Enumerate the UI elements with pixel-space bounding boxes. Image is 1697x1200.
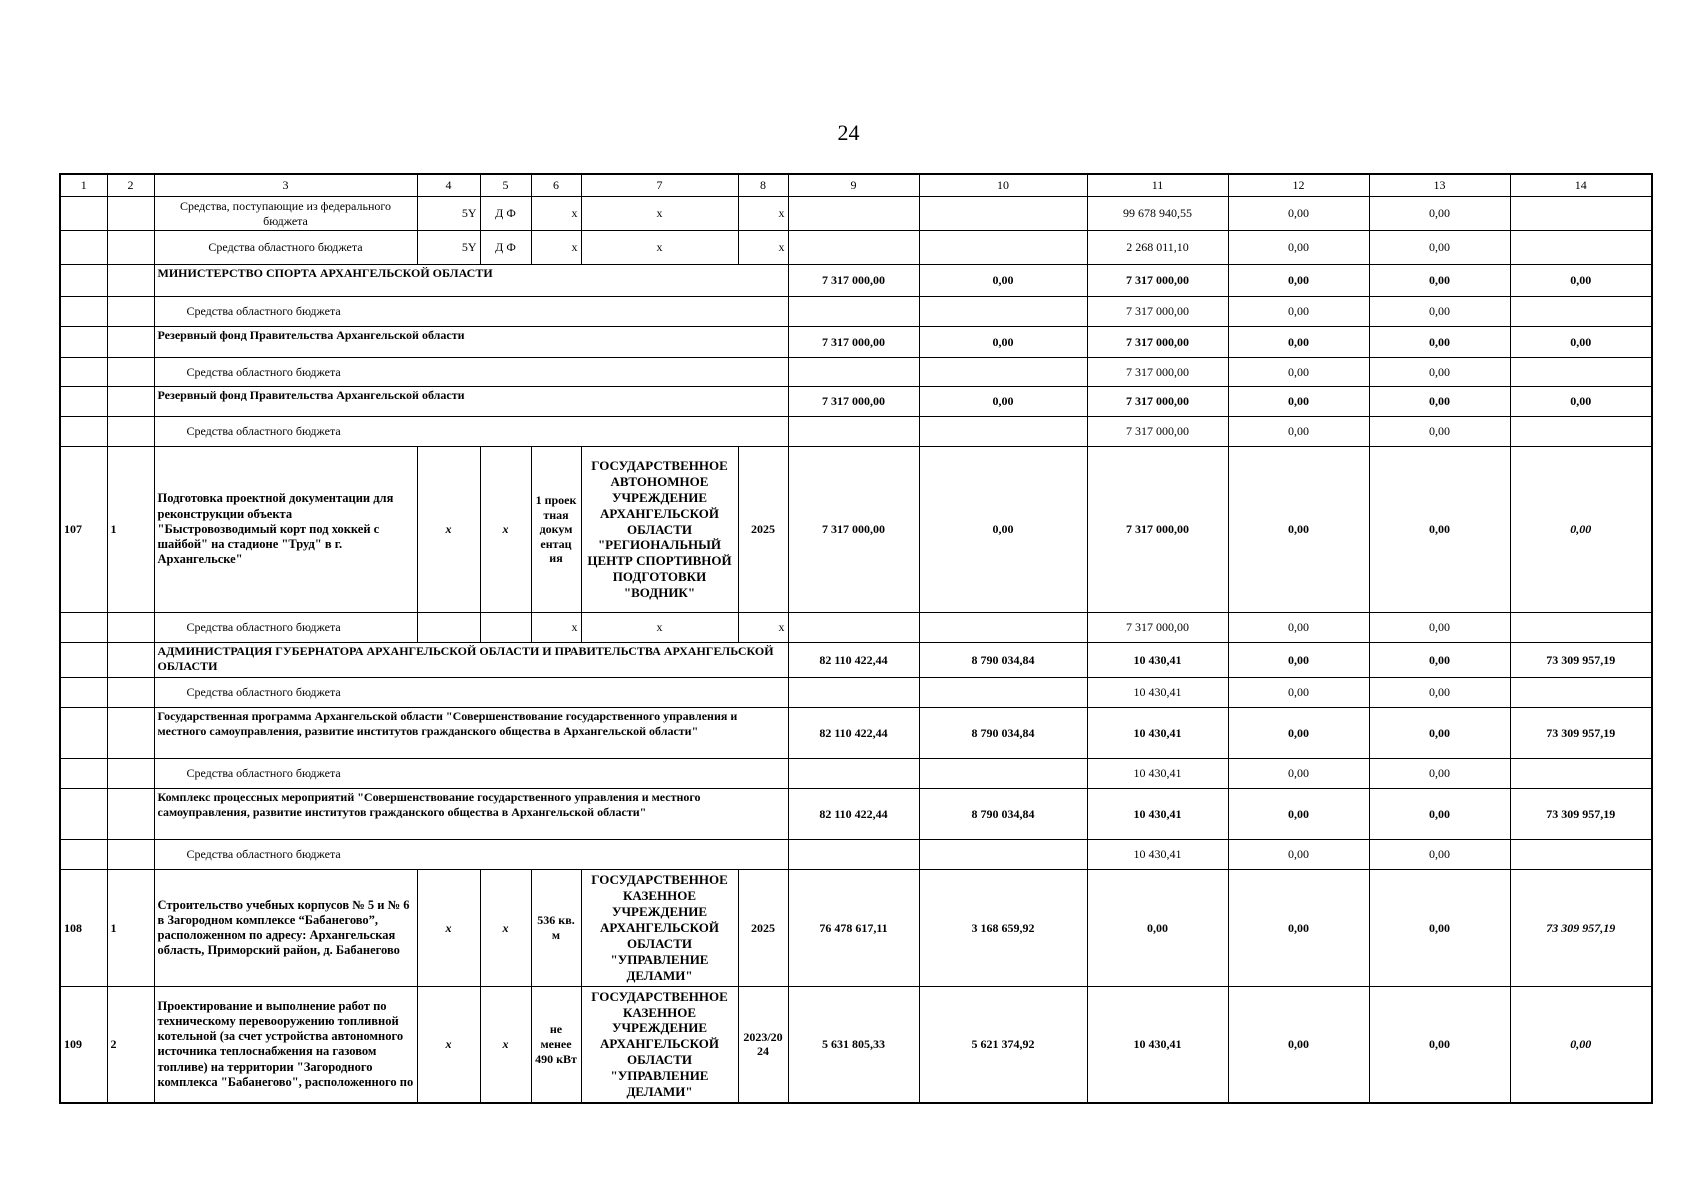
amount-cell: 0,00 [1369, 708, 1510, 759]
amount-cell: 0,00 [1369, 327, 1510, 358]
column-header: 12 [1228, 174, 1369, 197]
amount-cell: 0,00 [1510, 987, 1652, 1103]
amount-cell: 0,00 [1369, 678, 1510, 708]
amount-cell: 7 317 000,00 [1087, 417, 1228, 447]
item-description: Подготовка проектной документации для реконструкции объекта "Быстровозводимый корт под хоккей с шайбой" на стадионе "Труд" в г. Архангельске" [154, 447, 417, 613]
amount-cell: 10 430,41 [1087, 987, 1228, 1103]
amount-cell: 0,00 [1369, 265, 1510, 297]
amount-cell: 10 430,41 [1087, 643, 1228, 678]
code-cell: Д Ф [480, 197, 531, 231]
amount-cell: 0,00 [1228, 358, 1369, 387]
amount-cell: 0,00 [1228, 759, 1369, 789]
amount-cell: 0,00 [1510, 447, 1652, 613]
amount-cell: 0,00 [1228, 789, 1369, 840]
column-number-row [60, 174, 1652, 197]
item-description: Проектирование и выполнение работ по техническому перевооружению топливной котельной (за счет устройства автономного источника теплоснабжения на газовом топливе) на территории "Загородного комплекса "Бабанегово", расположенного по [154, 987, 417, 1103]
table-row [60, 265, 1652, 297]
column-header: 3 [154, 174, 417, 197]
funding-source: Средства областного бюджета [154, 840, 788, 870]
amount-cell: 2 268 011,10 [1087, 231, 1228, 265]
table-row [60, 789, 1652, 840]
amount-cell: 82 110 422,44 [788, 643, 919, 678]
amount-cell: 10 430,41 [1087, 678, 1228, 708]
amount-cell: 7 317 000,00 [788, 265, 919, 297]
column-header: 4 [417, 174, 480, 197]
amount-cell: 0,00 [1228, 447, 1369, 613]
amount-cell: 10 430,41 [1087, 789, 1228, 840]
amount-cell: 0,00 [1228, 297, 1369, 327]
amount-cell: 0,00 [1228, 387, 1369, 417]
amount-cell: 8 790 034,84 [919, 789, 1087, 840]
cell-x: х [738, 613, 788, 643]
program-title: Государственная программа Архангельской области "Совершенствование государственного управления и местного самоуправления, развитие институтов гражданского общества в Архангельской области" [154, 708, 788, 759]
amount-cell: 0,00 [1228, 197, 1369, 231]
amount-cell: 0,00 [919, 387, 1087, 417]
cell-x: х [480, 987, 531, 1103]
amount-cell: 0,00 [1369, 231, 1510, 265]
amount-cell: 0,00 [1228, 265, 1369, 297]
column-header: 2 [107, 174, 154, 197]
amount-cell: 7 317 000,00 [1087, 613, 1228, 643]
page-number: 24 [837, 120, 860, 145]
amount-cell: 0,00 [919, 327, 1087, 358]
amount-cell: 0,00 [1369, 358, 1510, 387]
table-row [60, 231, 1652, 265]
amount-cell: 82 110 422,44 [788, 789, 919, 840]
amount-cell: 0,00 [1369, 417, 1510, 447]
section-title: МИНИСТЕРСТВО СПОРТА АРХАНГЕЛЬСКОЙ ОБЛАСТИ [154, 265, 788, 297]
program-title: Комплекс процессных мероприятий "Совершенствование государственного управления и местного самоуправления, развитие институтов гражданского общества в Архангельской области" [154, 789, 788, 840]
cell-x: х [417, 447, 480, 613]
column-header: 11 [1087, 174, 1228, 197]
table-row [60, 987, 1652, 1103]
column-header: 7 [581, 174, 738, 197]
amount-cell: 0,00 [1228, 231, 1369, 265]
cell-x: х [581, 231, 738, 265]
amount-cell: 0,00 [1369, 759, 1510, 789]
section-title: Резервный фонд Правительства Архангельской области [154, 327, 788, 358]
amount-cell: 0,00 [1228, 417, 1369, 447]
cell-x: х [417, 870, 480, 987]
year-cell: 2023/2024 [738, 987, 788, 1103]
amount-cell: 0,00 [1510, 327, 1652, 358]
amount-cell: 0,00 [1228, 987, 1369, 1103]
item-number: 109 [60, 987, 107, 1103]
amount-cell: 0,00 [1510, 387, 1652, 417]
column-header: 6 [531, 174, 581, 197]
table-row [60, 613, 1652, 643]
amount-cell: 73 309 957,19 [1510, 643, 1652, 678]
cell-x: х [480, 870, 531, 987]
year-cell: 2025 [738, 870, 788, 987]
amount-cell: 0,00 [1369, 870, 1510, 987]
section-title: АДМИНИСТРАЦИЯ ГУБЕРНАТОРА АРХАНГЕЛЬСКОЙ ОБЛАСТИ И ПРАВИТЕЛЬСТВА АРХАНГЕЛЬСКОЙ ОБЛАСТИ [154, 643, 788, 678]
capacity-cell: не менее 490 кВт [531, 987, 581, 1103]
table-row [60, 417, 1652, 447]
table-row [60, 870, 1652, 987]
amount-cell: 0,00 [1510, 265, 1652, 297]
amount-cell: 10 430,41 [1087, 708, 1228, 759]
sub-number: 1 [107, 447, 154, 613]
sub-number: 1 [107, 870, 154, 987]
column-header: 8 [738, 174, 788, 197]
item-number: 108 [60, 870, 107, 987]
organization-cell: ГОСУДАРСТВЕННОЕ АВТОНОМНОЕ УЧРЕЖДЕНИЕ АРХАНГЕЛЬСКОЙ ОБЛАСТИ "РЕГИОНАЛЬНЫЙ ЦЕНТР СПОРТИВНОЙ ПОДГОТОВКИ "ВОДНИК" [581, 447, 738, 613]
amount-cell: 0,00 [1369, 613, 1510, 643]
column-header: 5 [480, 174, 531, 197]
code-cell: Д Ф [480, 231, 531, 265]
amount-cell: 10 430,41 [1087, 759, 1228, 789]
funding-source: Средства областного бюджета [154, 231, 417, 265]
amount-cell: 8 790 034,84 [919, 643, 1087, 678]
amount-cell: 3 168 659,92 [919, 870, 1087, 987]
amount-cell: 5 631 805,33 [788, 987, 919, 1103]
amount-cell: 99 678 940,55 [1087, 197, 1228, 231]
amount-cell: 0,00 [1228, 678, 1369, 708]
organization-cell: ГОСУДАРСТВЕННОЕ КАЗЕННОЕ УЧРЕЖДЕНИЕ АРХАНГЕЛЬСКОЙ ОБЛАСТИ "УПРАВЛЕНИЕ ДЕЛАМИ" [581, 987, 738, 1103]
amount-cell: 7 317 000,00 [788, 327, 919, 358]
amount-cell: 7 317 000,00 [1087, 265, 1228, 297]
table-row [60, 708, 1652, 759]
cell-x: х [531, 613, 581, 643]
amount-cell: 7 317 000,00 [1087, 327, 1228, 358]
amount-cell: 7 317 000,00 [788, 447, 919, 613]
amount-cell: 82 110 422,44 [788, 708, 919, 759]
funding-source: Средства областного бюджета [154, 678, 788, 708]
amount-cell: 73 309 957,19 [1510, 789, 1652, 840]
amount-cell: 0,00 [1369, 789, 1510, 840]
cell-x: х [531, 197, 581, 231]
code-cell: 5Y [417, 197, 480, 231]
amount-cell: 0,00 [1228, 870, 1369, 987]
item-number: 107 [60, 447, 107, 613]
amount-cell: 10 430,41 [1087, 840, 1228, 870]
amount-cell: 7 317 000,00 [1087, 387, 1228, 417]
amount-cell: 0,00 [1228, 840, 1369, 870]
funding-source: Средства, поступающие из федерального бюджета [154, 197, 417, 231]
amount-cell: 0,00 [1228, 643, 1369, 678]
table-row [60, 327, 1652, 358]
amount-cell: 7 317 000,00 [1087, 297, 1228, 327]
sub-number: 2 [107, 987, 154, 1103]
amount-cell: 8 790 034,84 [919, 708, 1087, 759]
amount-cell: 73 309 957,19 [1510, 870, 1652, 987]
amount-cell: 0,00 [1228, 613, 1369, 643]
column-header: 1 [60, 174, 107, 197]
table-row [60, 297, 1652, 327]
table-row [60, 759, 1652, 789]
capacity-cell: 1 проек тная докум ентац ия [531, 447, 581, 613]
cell-x: х [531, 231, 581, 265]
column-header: 9 [788, 174, 919, 197]
cell-x: х [581, 613, 738, 643]
column-header: 13 [1369, 174, 1510, 197]
amount-cell: 0,00 [1228, 327, 1369, 358]
table-row [60, 678, 1652, 708]
funding-source: Средства областного бюджета [154, 417, 788, 447]
organization-cell: ГОСУДАРСТВЕННОЕ КАЗЕННОЕ УЧРЕЖДЕНИЕ АРХАНГЕЛЬСКОЙ ОБЛАСТИ "УПРАВЛЕНИЕ ДЕЛАМИ" [581, 870, 738, 987]
amount-cell: 0,00 [1369, 387, 1510, 417]
table-row [60, 840, 1652, 870]
cell-x: х [417, 987, 480, 1103]
amount-cell: 0,00 [1369, 840, 1510, 870]
amount-cell: 0,00 [1369, 297, 1510, 327]
code-cell: 5Y [417, 231, 480, 265]
cell-x: х [738, 197, 788, 231]
item-description: Строительство учебных корпусов № 5 и № 6 в Загородном комплексе “Бабанегово”, расположенном по адресу: Архангельская область, Приморский район, д. Бабанегово [154, 870, 417, 987]
funding-source: Средства областного бюджета [154, 613, 417, 643]
amount-cell: 7 317 000,00 [1087, 447, 1228, 613]
table-row [60, 447, 1652, 613]
cell-x: х [480, 447, 531, 613]
amount-cell: 0,00 [919, 265, 1087, 297]
funding-source: Средства областного бюджета [154, 358, 788, 387]
amount-cell: 0,00 [1369, 987, 1510, 1103]
section-title: Резервный фонд Правительства Архангельской области [154, 387, 788, 417]
budget-table [59, 173, 1653, 1104]
table-row [60, 643, 1652, 678]
amount-cell: 5 621 374,92 [919, 987, 1087, 1103]
table-row [60, 358, 1652, 387]
funding-source: Средства областного бюджета [154, 297, 788, 327]
column-header: 10 [919, 174, 1087, 197]
amount-cell: 0,00 [1087, 870, 1228, 987]
amount-cell: 7 317 000,00 [788, 387, 919, 417]
table-row [60, 197, 1652, 231]
capacity-cell: 536 кв. м [531, 870, 581, 987]
amount-cell: 0,00 [1369, 197, 1510, 231]
amount-cell: 73 309 957,19 [1510, 708, 1652, 759]
column-header: 14 [1510, 174, 1652, 197]
amount-cell: 0,00 [919, 447, 1087, 613]
table-row [60, 387, 1652, 417]
amount-cell: 0,00 [1369, 447, 1510, 613]
amount-cell: 0,00 [1369, 643, 1510, 678]
cell-x: х [738, 231, 788, 265]
amount-cell: 76 478 617,11 [788, 870, 919, 987]
amount-cell: 7 317 000,00 [1087, 358, 1228, 387]
funding-source: Средства областного бюджета [154, 759, 788, 789]
cell-x: х [581, 197, 738, 231]
amount-cell: 0,00 [1228, 708, 1369, 759]
year-cell: 2025 [738, 447, 788, 613]
